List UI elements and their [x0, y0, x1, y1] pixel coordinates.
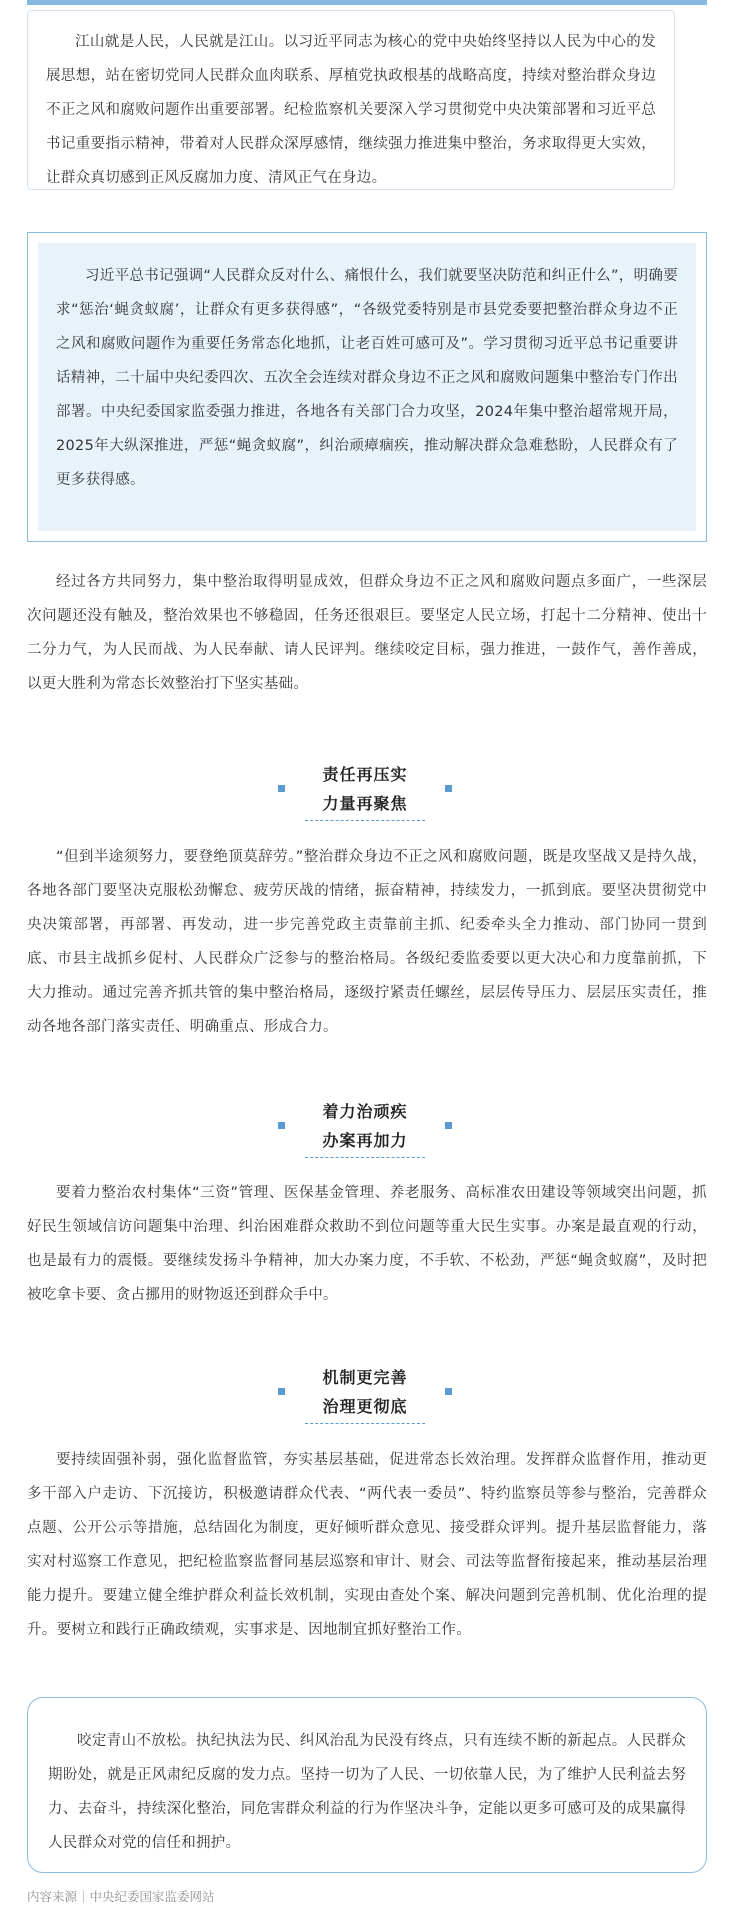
heading-left-square-icon — [278, 785, 285, 792]
heading-left-square-icon — [278, 1388, 285, 1395]
section-body-paragraph: 要着力整治农村集体“三资”管理、医保基金管理、养老服务、高标准农田建设等领域突出问题，抓好民生领域信访问题集中治理、纠治困难群众救助不到位问题等重大民生实事。办案是最直观的行动，也是最有力的震慑。要继续发扬斗争精神，加大办案力度，不手软、不松劲，严惩“蝇贪蚁腐”，及时把被吃拿卡要、贪占挪用的财物返还到群众手中。 — [27, 1185, 707, 1303]
closing-paragraph: 咬定青山不放松。执纪执法为民、纠风治乱为民没有终点，只有连续不断的新起点。人民群众期盼处，就是正风肃纪反腐的发力点。坚持一切为了人民、一切依靠人民，为了维护人民利益去努力、去奋斗，持续深化整治，同危害群众利益的行为作坚决斗争，定能以更多可感可及的成果赢得人民群众对党的信任和拥护。 — [48, 1733, 686, 1851]
overview-paragraph: 经过各方共同努力，集中整治取得明显成效，但群众身边不正之风和腐败问题点多面广，一些深层次问题还没有触及，整治效果也不够稳固，任务还很艰巨。要坚定人民立场，打起十二分精神、使出十二分力气，为人民而战、为人民奉献、请人民评判。继续咬定目标，强力推进，一鼓作气，善作善成，以更大胜利为常态长效整治打下坚实基础。 — [27, 574, 707, 692]
heading-underline — [305, 820, 425, 821]
section-heading-1 — [275, 760, 455, 821]
quote-box — [27, 232, 707, 542]
heading-left-square-icon — [278, 1122, 285, 1129]
section-heading-3 — [275, 1363, 455, 1424]
heading-right-square-icon — [445, 785, 452, 792]
quote-box-inner — [38, 243, 696, 531]
section-heading-line2: 力量再聚焦 — [322, 794, 408, 813]
heading-underline — [305, 1423, 425, 1424]
section-body-paragraph: 要持续固强补弱，强化监督监管，夯实基层基础，促进常态长效治理。发挥群众监督作用，推动更多干部入户走访、下沉接访，积极邀请群众代表、“两代表一委员”、特约监察员等参与整治，完善群众点题、公开公示等措施，总结固化为制度，更好倾听群众意见、接受群众评判。提升基层监督能力，落实对村巡察工作意见，把纪检监察监督同基层巡察和审计、财会、司法等监督衔接起来，推动基层治理能力提升。要建立健全维护群众利益长效机制，实现由查处个案、解决问题到完善机制、优化治理的提升。要树立和践行正确政绩观，实事求是、因地制宜抓好整治工作。 — [27, 1452, 707, 1638]
heading-underline — [305, 1157, 425, 1158]
section-body-1 — [27, 840, 707, 1044]
top-accent-bar — [27, 0, 707, 5]
section-body-3 — [27, 1443, 707, 1647]
section-heading-line1: 责任再压实 — [322, 765, 408, 784]
section-body-paragraph: “但到半途须努力，要登绝顶莫辞劳。”整治群众身边不正之风和腐败问题，既是攻坚战又是持久战，各地各部门要坚决克服松劲懈怠、疲劳厌战的情绪，振奋精神，持续发力，一抓到底。要坚决贯彻党中央决策部署，再部署、再发动，进一步完善党政主责靠前主抓、纪委牵头全力推动、部门协同一贯到底、市县主战抓乡促村、人民群众广泛参与的整治格局。各级纪委监委要以更大决心和力度靠前抓，下大力推动。通过完善齐抓共管的集中整治格局，逐级拧紧责任螺丝，层层传导压力、层层压实责任，推动各地各部门落实责任、明确重点、形成合力。 — [27, 849, 707, 1035]
section-heading-line1: 着力治顽疾 — [322, 1102, 408, 1121]
section-heading-2 — [275, 1097, 455, 1158]
overview-block — [27, 565, 707, 701]
heading-right-square-icon — [445, 1388, 452, 1395]
section-heading-line1: 机制更完善 — [322, 1368, 408, 1387]
section-body-2 — [27, 1176, 707, 1312]
section-heading-line2: 治理更彻底 — [322, 1397, 408, 1416]
intro-paragraph: 江山就是人民，人民就是江山。以习近平同志为核心的党中央始终坚持以人民为中心的发展思想，站在密切党同人民群众血肉联系、厚植党执政根基的战略高度，持续对整治群众身边不正之风和腐败问题作出重要部署。纪检监察机关要深入学习贯彻党中央决策部署和习近平总书记重要指示精神，带着对人民群众深厚感情，继续强力推进集中整治，务求取得更大实效，让群众真切感到正风反腐加力度、清风正气在身边。 — [46, 34, 656, 186]
section-heading-line2: 办案再加力 — [322, 1131, 408, 1150]
intro-box — [27, 10, 675, 190]
content-source: 内容来源｜中央纪委国家监委网站 — [27, 1889, 215, 1904]
heading-right-square-icon — [445, 1122, 452, 1129]
closing-box — [27, 1697, 707, 1873]
quote-paragraph: 习近平总书记强调“人民群众反对什么、痛恨什么，我们就要坚决防范和纠正什么”，明确要求“惩治‘蝇贪蚁腐’，让群众有更多获得感”，“各级党委特别是市县党委要把整治群众身边不正之风和腐败问题作为重要任务常态化地抓，让老百姓可感可及”。学习贯彻习近平总书记重要讲话精神，二十届中央纪委四次、五次全会连续对群众身边不正之风和腐败问题集中整治专门作出部署。中央纪委国家监委强力推进，各地各有关部门合力攻坚，2024年集中整治超常规开局，2025年大纵深推进，严惩“蝇贪蚁腐”，纠治顽瘴痼疾，推动解决群众急难愁盼，人民群众有了更多获得感。 — [56, 268, 678, 488]
